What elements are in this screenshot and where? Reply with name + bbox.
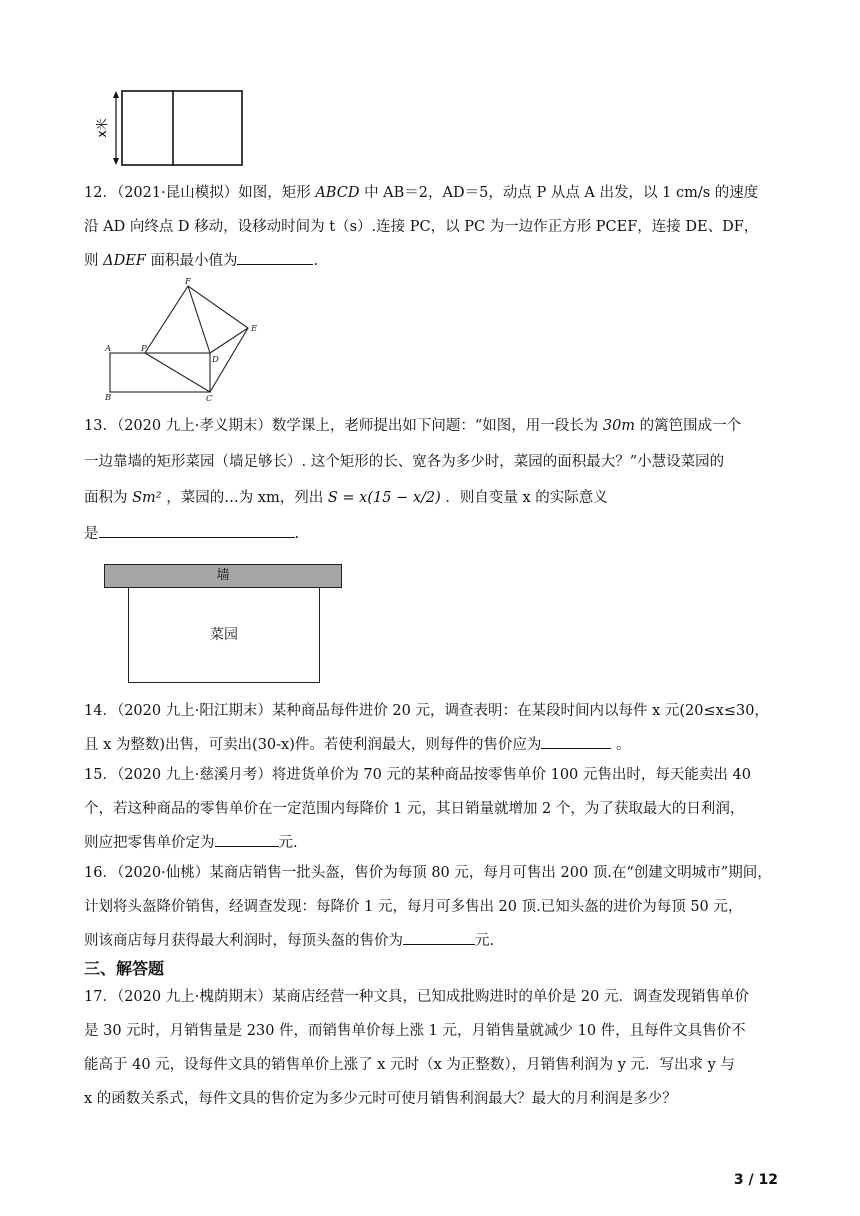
garden-label: 菜园 — [210, 627, 238, 643]
label-c: C — [206, 394, 213, 404]
q12-math-abcd: ABCD — [315, 185, 360, 201]
question-12: 12．（2021·昆山模拟）如图，矩形 ABCD 中 AB＝2，AD＝5，动点 P 从点 A 出发，以 1 cm/s 的速度 沿 AD 向终点 D 移动，设移动时间为 t（s）.连接 PC，以 PC 为一边作正方形 PCEF，连接 DE、DF， 则 ΔDEF 面积最小值为 . — [84, 176, 778, 278]
fence-rectangle — [122, 91, 242, 165]
q13-line2: 一边靠墙的矩形菜园（墙足够长）. 这个矩形的长、宽各为多少时，菜园的面积最大？”小慧设菜园的 — [84, 454, 725, 470]
q15-source: （2020 九上·慈溪月考） — [116, 767, 272, 783]
section-heading: 三、解答题 — [84, 959, 165, 978]
q17-line3: 能高于 40 元，设每件文具的销售单价上涨了 x 元时（x 为正整数），月销售利润为 y 元．写出求 y 与 — [84, 1057, 735, 1073]
fence-figure — [95, 84, 248, 170]
q17-source: （2020 九上·槐荫期末） — [116, 989, 272, 1005]
q13-number: 13． — [84, 418, 117, 434]
q12-math-def: ΔDEF — [103, 253, 146, 269]
q12-source: （2021·昆山模拟） — [116, 185, 239, 201]
segment-df — [188, 286, 210, 353]
q17-number: 17． — [84, 989, 117, 1005]
q14-source: （2020 九上·阳江期末） — [116, 703, 272, 719]
q15-answer-blank — [215, 828, 279, 847]
q13-answer-blank — [99, 519, 295, 538]
question-15: 15．（2020 九上·慈溪月考）将进货单价为 70 元的某种商品按零售单价 100 元售出时，每天能卖出 40 个，若这种商品的零售单价在一定范围内每降价 1 元，其日销量就增加 2 个，为了获取最大的日利润， 则应把零售单价定为 元. — [84, 758, 778, 860]
question-14: 14．（2020 九上·阳江期末）某种商品每件进价 20 元，调查表明：在某段时间内以每件 x 元(20≤x≤30， 且 x 为整数)出售，可卖出(30-x)件。若使利润最大，则每件的售价应为 。 — [84, 703, 769, 753]
q13-math-30m: 30m — [602, 418, 636, 434]
garden-rect — [128, 588, 320, 683]
dimension-label: x米 — [95, 118, 109, 138]
q13-math-sm2: Sm² — [132, 490, 162, 506]
label-a: A — [105, 344, 112, 354]
q16-number: 16． — [84, 865, 117, 881]
q16-line2: 计划将头盔降价销售，经调查发现：每降价 1 元，每月可多售出 20 顶.已知头盔的进价为每顶 50 元， — [84, 899, 743, 915]
q16-source: （2020·仙桃） — [116, 865, 210, 881]
label-d: D — [212, 355, 219, 365]
wall-label: 墙 — [216, 568, 230, 583]
dimension-arrow-up — [113, 91, 119, 98]
q12-answer-blank — [237, 246, 313, 265]
dimension-arrow-down — [113, 158, 119, 165]
segment-de — [210, 328, 248, 353]
q14-number: 14． — [84, 703, 117, 719]
rectangle-abcd — [110, 353, 210, 392]
garden-figure — [104, 564, 342, 684]
question-17: 17．（2020 九上·槐荫期末）某商店经营一种文具，已知成批购进时的单价是 20 元．调查发现销售单价 是 30 元时，月销售量是 230 件，而销售单价每上涨 1 元，月销售量就减少 10 件，且每件文具售价不 能高于 40 元，设每件文具的销售单价上涨了 x 元时（x 为正整数），月销售利润为 y 元．写出求 y 与 x 的函数关系式，每件文具的售价定为多少元时可使月销售利润最大？最大的月利润是多少？ — [84, 980, 778, 1116]
q15-line2: 个，若这种商品的零售单价在一定范围内每降价 1 元，其日销量就增加 2 个，为了获取最大的日利润， — [84, 801, 745, 817]
q15-number: 15． — [84, 767, 117, 783]
square-figure — [100, 276, 270, 402]
q13-formula: S = x(15 − x/2) — [327, 490, 441, 506]
q17-line4: x 的函数关系式，每件文具的售价定为多少元时可使月销售利润最大？最大的月利润是多少？ — [84, 1091, 677, 1107]
question-16: 16．（2020·仙桃）某商店销售一批头盔，售价为每顶 80 元，每月可售出 200 顶.在“创建文明城市”期间， 计划将头盔降价销售，经调查发现：每降价 1 元，每月可多售出 20 顶.已知头盔的进价为每顶 50 元， 则该商店每月获得最大利润时，每顶头盔的售价为 元. — [84, 856, 778, 958]
q16-answer-blank — [403, 926, 475, 945]
label-b: B — [105, 393, 112, 403]
q17-line2: 是 30 元时，月销售量是 230 件，而销售单价每上涨 1 元，月销售量就减少 10 件，且每件文具售价不 — [84, 1023, 746, 1039]
q13-source: （2020 九上·孝义期末） — [116, 418, 272, 434]
wall-bar — [104, 564, 342, 588]
label-p: P — [141, 344, 147, 354]
q12-number: 12． — [84, 185, 117, 201]
label-e: E — [251, 324, 258, 334]
q12-line2: 沿 AD 向终点 D 移动，设移动时间为 t（s）.连接 PC，以 PC 为一边作正方形 PCEF，连接 DE、DF， — [84, 219, 759, 235]
square-pcef — [145, 286, 248, 392]
question-13: 13．（2020 九上·孝义期末）数学课上，老师提出如下问题：“如图，用一段长为 30m 的篱笆围成一个 一边靠墙的矩形菜园（墙足够长）. 这个矩形的长、宽各为多少时，菜园的面积最大？”小慧设菜园的 面积为 Sm² ，菜园的…为 xm，列出 S = x(15 − x/2) ．则自变量 x 的实际意义 是 . — [84, 408, 778, 552]
q14-answer-blank — [541, 730, 611, 749]
label-f: F — [185, 277, 191, 287]
page-number: 3 / 12 — [733, 1172, 778, 1188]
